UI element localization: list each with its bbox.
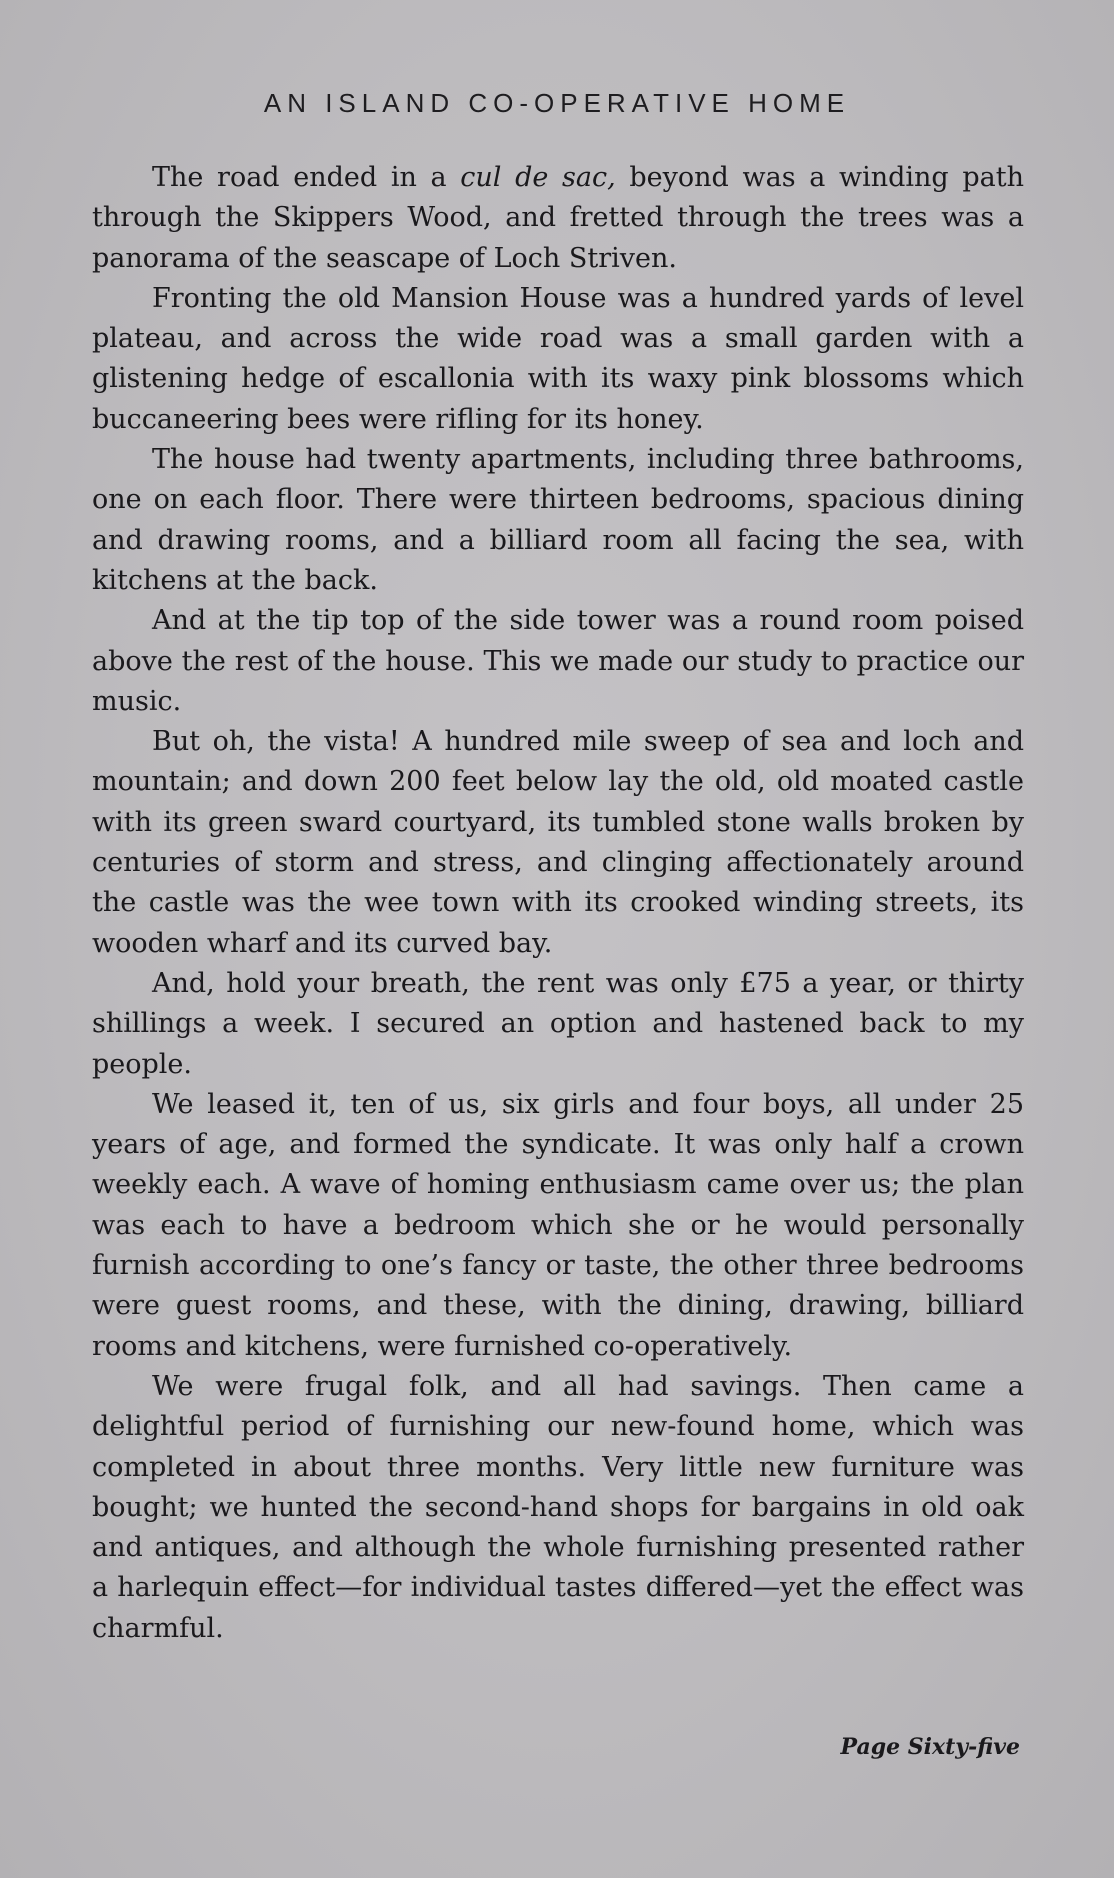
paragraph: We were frugal folk, and all had savings. Then came a delightful period of furnishing our new-found home, which was completed in about three months. Very little new furniture was bought; we hunted the second-hand shops for bargains in old oak and antiques, and although the whole furnishing presented rather a harlequin effect—for individual tastes differed—yet the effect was charmful. — [92, 1370, 1024, 1644]
paragraph-text: beyond was a winding path through the Skippers Wood, and fretted through the trees was a panorama of the seascape of Loch Striven. — [92, 162, 1024, 274]
page-number: Page Sixty-five — [840, 1734, 1020, 1760]
paragraph: And at the tip top of the side tower was a round room poised above the rest of the house. This we made our study to practice our music. — [92, 605, 1024, 717]
paragraph: Fronting the old Mansion House was a hundred yards of level plateau, and across the wide road was a small garden with a glistening hedge of escallonia with its waxy pink blossoms which buccaneering bees were rifling for its honey. — [92, 282, 1024, 435]
paragraph — [92, 158, 1024, 279]
italic-phrase: cul de sac, — [460, 162, 616, 193]
paragraph-text: The road ended in a — [152, 162, 461, 193]
paragraph: The house had twenty apartments, including three bathrooms, one on each floor. There were thirteen bedrooms, spacious dining and drawing rooms, and a billiard room all facing the sea, with kitchens at the back. — [92, 444, 1024, 596]
paragraph: We leased it, ten of us, six girls and four boys, all under 25 years of age, and formed the syndicate. It was only half a crown weekly each. A wave of homing enthusiasm came over us; the plan was each to have a bedroom which she or he would personally furnish according to one’s fancy or taste, the other three bedrooms were guest rooms, and these, with the dining, drawing, billiard rooms and kitchens, were furnished co-operatively. — [92, 1088, 1024, 1362]
running-head: AN ISLAND CO-OPERATIVE HOME — [263, 88, 851, 118]
paragraph: And, hold your breath, the rent was only £75 a year, or thirty shillings a week. I secured an option and hastened back to my people. — [92, 967, 1024, 1080]
paragraph: But oh, the vista! A hundred mile sweep of sea and loch and mountain; and down 200 feet below lay the old, old moated castle with its green sward courtyard, its tumbled stone walls broken by centuries of storm and stress, and clinging affectionately around the castle was the wee town with its crooked winding streets, its wooden wharf and its curved bay. — [92, 726, 1024, 959]
body-text — [92, 158, 1024, 1649]
